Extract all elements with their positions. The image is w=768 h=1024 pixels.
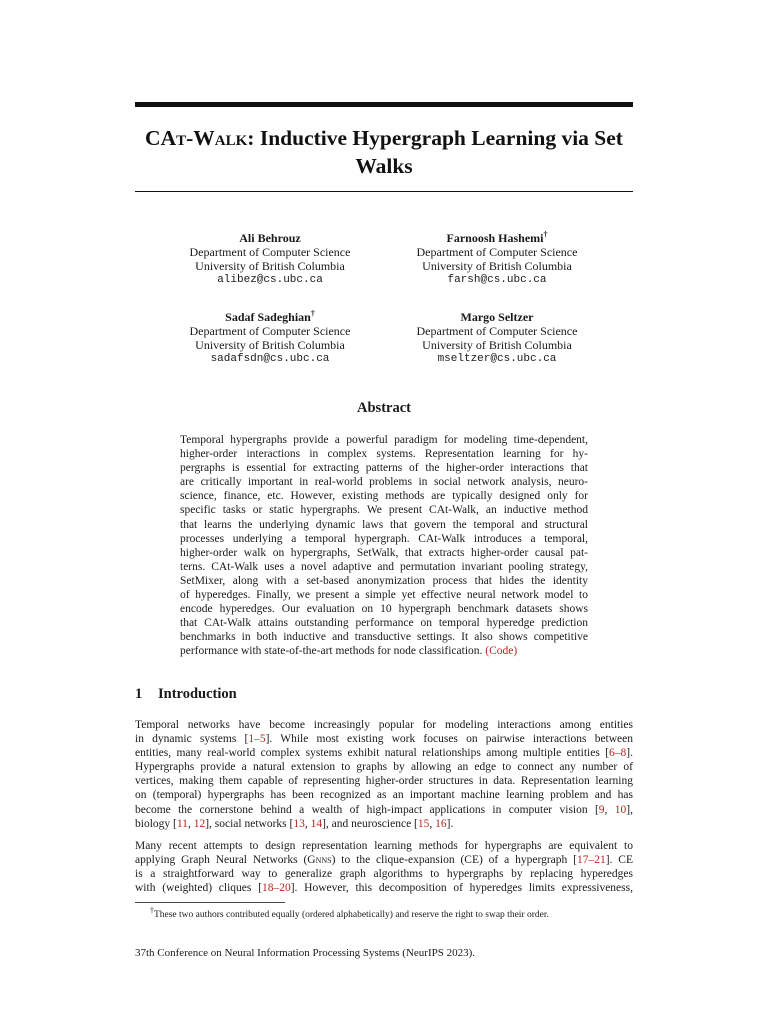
author-email-2[interactable]: farsh@cs.ubc.ca (447, 274, 547, 286)
intro-paragraph-1: Temporal networks have become increasingly popular for modeling interactions among entities in dynamic systems [1–5]. While most existing work focuses on pairwise interactions between entities, many real-world complex systems exhibit natural relationships among multiple entities [6–8]. Hypergraphs provide a natural extension to graphs by allowing an edge to connect any number of vertices, making them capable of representing higher-order structures in data. Representation learning on (temporal) hypergraphs has been recognized as an important machine learning problem and has become the cornerstone behind a wealth of high-impact applications in computer vision [9, 10], biology [11, 12], social networks [13, 14], and neuroscience [15, 16]. (135, 719, 634, 830)
intro-paragraph-2: Many recent attempts to design representation learning methods for hypergraphs are equivalent to applying Graph Neural Networks (Gnns) to the clique-expansion (CE) of a hypergraph [17–21]. CE is a straightforward way to generalize graph algorithms to hypergraphs by replacing hyperedges with (weighted) cliques [18–20]. However, this decomposition of hyperedges limits expressiveness, (135, 840, 633, 895)
citation-link[interactable]: 9 (598, 803, 605, 816)
author-email-1[interactable]: alibez@cs.ubc.ca (217, 274, 323, 286)
citation-link[interactable]: 15 (417, 817, 430, 830)
citation-link[interactable]: 16 (435, 817, 447, 830)
citation-link[interactable]: 10 (614, 803, 627, 816)
author-block-4: Margo Seltzer Department of Computer Science University of British Columbia mseltzer@cs.ubc.ca (387, 307, 607, 366)
author-block-2: Farnoosh Hashemi† Department of Computer Science University of British Columbia farsh@cs.ubc.ca (387, 228, 607, 287)
citation-link[interactable]: 1–5 (248, 733, 266, 746)
author-block-1: Ali Behrouz Department of Computer Science University of British Columbia alibez@cs.ubc.ca (160, 228, 380, 287)
author-email-3[interactable]: sadafsdn@cs.ubc.ca (210, 353, 330, 365)
paper-title: CAt-Walk: Inductive Hypergraph Learning via Set Walks (145, 126, 623, 178)
code-link[interactable]: (Code) (485, 645, 518, 658)
citation-link[interactable]: 6–8 (609, 747, 627, 760)
footnote-rule (135, 902, 285, 903)
abstract-body: Temporal hypergraphs provide a powerful paradigm for modeling time-dependent, higher-order interactions in complex systems. Representation learning for hy- pergraphs is essential for extracting patterns of the higher-order interactions that are critically important in real-world problems in social network analysis, neuro- science, finance, etc. However, existing methods are typically designed only for specific tasks or static hypergraphs. We present CAt-Walk, an inductive method that learns the underlying dynamic laws that govern the temporal and structural processes underlying a temporal hypergraph. CAt-Walk introduces a temporal, higher-order walk on hypergraphs, SetWalk, that extracts higher-order causal pat- terns. CAt-Walk uses a novel adaptive and permutation invariant pooling strategy, SetMixer, along with a set-based anonymization process that hides the identity of hyperedges. Finally, we present a simple yet effective neural network model to encode hyperedges. Our evaluation on 10 hypergraph benchmark datasets shows that CAt-Walk attains outstanding performance on temporal hyperedge prediction benchmarks in both inductive and transductive settings. It also shows competitive performance with state-of-the-art methods for node classification. (Code) (180, 434, 588, 658)
citation-link[interactable]: 18–20 (261, 882, 291, 895)
citation-link[interactable]: 11 (176, 817, 188, 830)
author-block-3: Sadaf Sadeghian† Department of Computer Science University of British Columbia sadafsdn@cs.ubc.ca (160, 307, 380, 366)
title-top-rule (135, 102, 633, 107)
abstract-heading: Abstract (357, 400, 411, 416)
conference-note: 37th Conference on Neural Information Processing Systems (NeurIPS 2023). (135, 947, 476, 959)
title-bottom-rule (135, 191, 633, 192)
citation-link[interactable]: 14 (310, 817, 323, 830)
section-heading-introduction: 1 Introduction (135, 686, 237, 702)
citation-link[interactable]: 12 (193, 817, 206, 830)
citation-link[interactable]: 17–21 (576, 854, 606, 867)
author-email-4[interactable]: mseltzer@cs.ubc.ca (437, 353, 557, 365)
citation-link[interactable]: 13 (293, 817, 305, 830)
footnote: †These two authors contributed equally (ordered alphabetically) and reserve the right to swap their order. (150, 906, 549, 921)
